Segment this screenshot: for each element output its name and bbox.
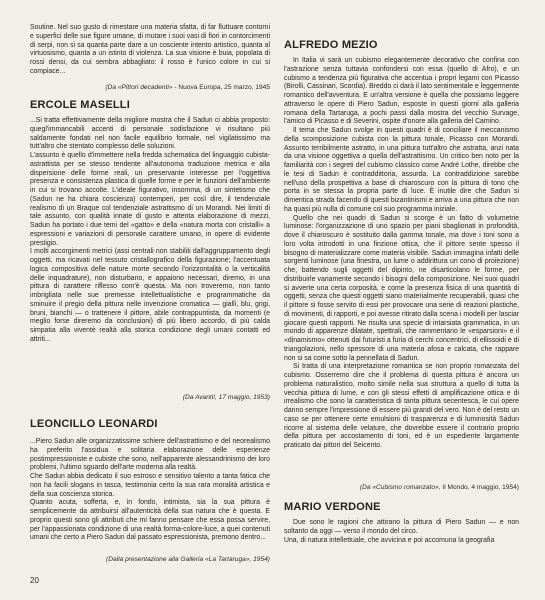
verdone-text: [284, 519, 519, 545]
verdone-paragraph-1: Due sono le ragioni che attirano la pittura di Piero Sadun — e non soltanto da oggi — verso il mondo del circo.: [284, 519, 519, 535]
intro-source-title: (Da «Pittori decadenti»: [105, 84, 173, 91]
maselli-paragraph-1: ...Si tratta effettivamente della migliore mostra che il Sadun ci abbia proposto: quegl'immancabili accenti di personale sodisfazione vi risultano più saldamente fondati nel non facile equilibrio formale, nel vigilatissimo ma tutt'altro che stentato complesso delle soluzioni.: [30, 117, 270, 151]
intro-source-detail: - Nuova Europa, 25 marzo, 1945: [172, 84, 270, 91]
mezio-source-title: (Da «Cubismo romanzato»: [359, 484, 439, 491]
leonardi-paragraph-3: Quanto acuta, sofferta, e, in fondo, intimista, sia la sua pittura è semplicemente da attribuirsi all'autenticità della sua natura che è questa. E proprio questi sono gli attributi che mi fanno pensare che essa possa servire, per l'appassionata condizione di una realtà forma-colore-luce, a quei contenuti umani che certo a Piero Sadun dal passato espressionista, premono dentro...: [30, 499, 270, 542]
maselli-paragraph-2: L'assunto è quello d'immettere nella fredda schematica del linguaggio cubista-astrattista per se stesso tendente all'autonoma traduzione metrica e alla dispersione delle forme reali, un preservante interesse per l'oggettiva presenza e consistenza plastica di quelle forme e per le funzioni dell'ambiente in cui si trovano accolte. L'ideale figurativo, insomma, di un sintetismo che (Sadun ne ha chiara coscienza) contemperi, per così dire, il tendenziale realismo di un Braque col tendenziale astrattismo di un Morandi. Nei limiti di tale assunto, con qualità innate di gusto e attenta elaborazione di mezzi, Sadun ha portato i due temi del «gatto» e della «natura morta con cristalli» a espressioni e variazioni di personale carattere umano, in opere di evidente prestigio.: [30, 152, 270, 247]
mezio-paragraph-4: Si tratta di una interpretazione romantica se non proprio romanzata del cubismo. Osserremo dire che il problema di questa pittura è ancora un problema naturalistico, molto simile nella sua struttura a quello di tutta la vecchia pittura di lume, e con gli stessi effetti di amplificazione ottica e di irrealismo che sono la caratteristica di tanta pittura secentesca, le cui opere danno sempre l'impressione di essere più grandi del vero. Non è del resto un caso se per ottenere certe emulsioni di trasparenza e di luminosità Sadun ricorre al sistema delle velature, che dovrebbe essere il contrario proprio della pittura per accostamento di toni, ed è un espediente largamente praticato dai pittori del Seicento.: [284, 363, 519, 449]
leonardi-text: [30, 438, 270, 543]
leonardi-source: (Dalla presentazione alla Galleria «La Tartaruga», 1954): [106, 556, 270, 563]
leonardi-paragraph-2: Che Sadun abbia dedicato il suo estroso e sensitivo talento a tanta fatica che non ha facili slogans in tasca, testimonia certo la sua rara moralità artistica e della sua coscienza storica.: [30, 473, 270, 498]
leonardi-paragraph-1: ...Piero Sadun alle organizzatissime schiere dell'astrattismo e del neorealismo ha preferito l'assidua e solitaria elaborazione delle esperienze postimpressioniste e cubiste che sono, nell'apparente alessandrinismo dei loro problemi, l'ultimo sguardo dell'arte moderna alla realtà.: [30, 438, 270, 472]
intro-paragraph: Soutine. Nel suo gusto di rimestare una materia sfatta, di far fluttuare contorni e superfici delle sue figure umane, di mutare i suoi vasi di fiori in contorcimenti di serpi, non si sa quanta parte dare a un cosciente intento artistico, quanta al virtuosismo, quanta a un istinto di violenza. La sua visione è buia, popolata di rossi densi, da cui sembra abbagliato: il rosso è l'unico colore in cui si compiace...: [30, 24, 270, 75]
leonardi-heading: LEONCILLO LEONARDI: [30, 418, 158, 430]
page-number: 20: [30, 576, 39, 585]
intro-source: [30, 84, 270, 92]
intro-text: [30, 24, 270, 77]
mezio-source: [284, 484, 519, 492]
maselli-text: [30, 117, 270, 345]
mezio-paragraph-2: Il tema che Sadun svolge in questi quadri è di conciliare il meccanismo della scomposizione cubista con la pittura tonale, Picasso con Morandi. Assunto terribilmente astratto, in una pittura tutt'altro che astratta, anzi nata da una visione oggettiva a quella dell'astrattismo. Un critico ben noto per la familiarità con i segreti del cubismo classico come André Lothe, direbbe che le tesi di Sadun è contraddittoria, assurda. La contraddizione sarebbe nell'uso della prospettiva a base di chiaroscuro con la pittura di tono che porta in se stessa la propria parte di luce. È inutile dire che Sadun si dimentica strada facendo di questi bizantinismi e arriva a una pittura che non ha quasi più nulla di comune col suo programma iniziale.: [284, 127, 519, 213]
mezio-paragraph-1: In Italia vi sarà un cubismo elegantemente decorativo che confina con l'astrazione senza tuttavia confondersi con essa (quello di Afro), e un cubismo a tendenza più figurativa che accentua i propri legami con Picasso (Birolli, Cassinari, Scordia). Breddo ci darà il lato sentimentale e leggermente romantico dell'avventura. E un'altra versione è quella che possiamo leggere attraverso le opere di Piero Sadun, esposte in questi giorni alla galleria romana della Tartaruga, a pochi passi dalla mostra del vecchio Survage, l'amico di Picasso e di Severini, ospite d'onore alla galleria del Camino.: [284, 57, 519, 126]
verdone-paragraph-2: Una, di natura intellettuale, che avvicina e poi accomuna la geografia: [284, 536, 495, 544]
mezio-heading: ALFREDO MEZIO: [284, 39, 378, 51]
maselli-paragraph-3: I molti accorgimenti metrici (assi centrali non stabiliti dall'aggruppamento degli oggetti, ma ricavati nel tessuto cristallografico della figurazione; l'accentuata logica compositiva delle nature morte secondo l'orizzontalità o la verticalità delle inquadrature), non disturbano, e appaiono necessari, diremo, in una pittura di carattere riflesso com'è questa. Ma non troveremo, non tanto imbrigliata nelle sue premesse intellettualistiche e programmatiche da sminuire il pregio della pittura nelle invenzione cromatica — gialli, blu, grigi, bruni, bianchi — o trattenere il pittore, abile contrappuntista, da momenti (e meglio forse direremo da conclusioni) di più libero accordo, di più calda simpatia alla viventè realtà alla storica condizione degli umani contatti ed attriti...: [30, 248, 270, 343]
mezio-paragraph-3: Quello che nei quadri di Sadun si scorge è un fatto di volumetrie luminose: l'organizzazione di uno spazio per piani sbaglionati in profondità, dove il chiaroscuro è sostituito dalla gamma tonale, ma dove i toni sono a loro volta introdotti in una finzione ottica, che il pittore sente spesso il bisogno di materializzare come materia visibile. Sadun immagina infatti delle sorgenti luminose (una finestra, un lume o addirittura un cono di proiezione) che, battendo sugli oggetti del dipinto, ne disarticolano le forme, per distribuirle variamente secondo i bisogni della composizione. Nei suoi quadri si avverte una certa corposità, e come la presenza fisica di una quantità di oggetti, senza che questi oggetti siano materialmente recuperabili, quasi che il pittore si fosse servito di essi per provocare una serie di reazioni plastiche, di movimenti, di rapporti, e poi avesse ritirato dalla scena i modelli per lasciar giocare questi rapporti. Ne risulta una specie di intarsiata grammatica, in un mondo di apparenze dilatate, spettrali, che rammentano le «esparsioni» e il «dinamismo» ottenuti dai futuristi a furia di cerchi concentrici, di ellissoidi e di triangolazioni, nello spessore di una materia afosa e calcata, che rappare non si sa come sotto la pennellata di Sadun.: [284, 214, 519, 362]
mezio-source-detail: , Il Mondo, 4 maggio, 1954): [438, 484, 519, 491]
mezio-text: [284, 57, 519, 451]
maselli-source: (Da Avanti!, 17 maggio, 1953): [182, 394, 270, 401]
maselli-heading: ERCOLE MASELLI: [30, 99, 130, 111]
verdone-heading: MARIO VERDONE: [284, 501, 381, 513]
